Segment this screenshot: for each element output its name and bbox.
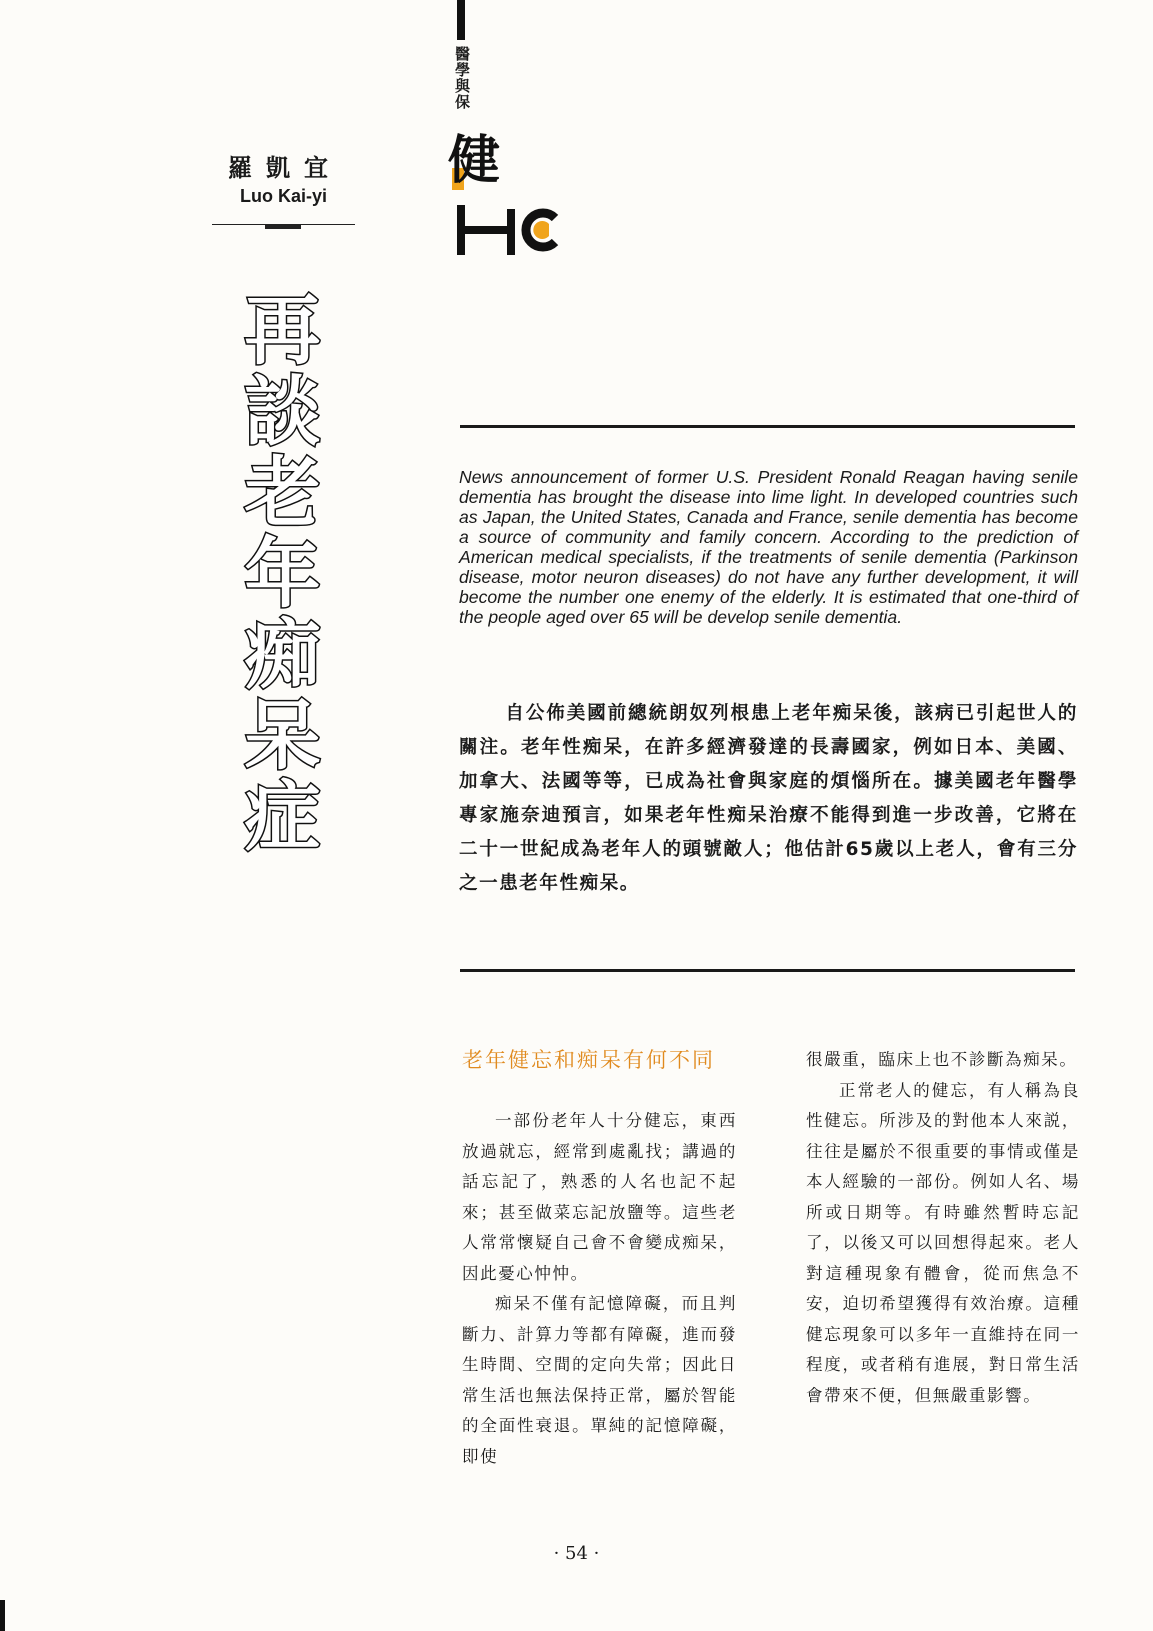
section-label: 醫學與保 (453, 46, 471, 110)
header-vertical-bar (457, 0, 465, 40)
abstract-bottom-rule (460, 969, 1075, 972)
body-paragraph-continuation: 很嚴重，臨床上也不診斷為痴呆。 (806, 1050, 1078, 1069)
body-paragraph: 正常老人的健忘，有人稱為良性健忘。所涉及的對他本人來説，往往是屬於不很重要的事情或僅是本人經驗的一部份。例如人名、場所或日期等。有時雖然暫時忘記了，以後又可以回想得起來。老人對這種現象有體會，從而焦急不安，迫切希望獲得有效治療。這種健忘現象可以多年一直維持在同一程度，或者稍有進展，對日常生活會帶來不便，但無嚴重影響。 (806, 1080, 1080, 1405)
abstract-chinese-text: 自公佈美國前總統朗奴列根患上老年痴呆後，該病已引起世人的關注。老年性痴呆，在許多經濟發達的長壽國家，例如日本、美國、加拿大、法國等等，已成為社會與家庭的煩惱所在。據美國老年醫學專家施奈迪預言，如果老年性痴呆治療不能得到進一步改善，它將在二十一世紀成為老年人的頭號敵人；他估計65歲以上老人，會有三分之一患老年性痴呆。 (459, 703, 1078, 894)
body-paragraph: 痴呆不僅有記憶障礙，而且判斷力、計算力等都有障礙，進而發生時間、空間的定向失常；因此日常生活也無法保持正常，屬於智能的全面性衰退。單純的記憶障礙，即使 (462, 1294, 737, 1466)
corner-crop-mark (0, 1600, 5, 1631)
author-name-cn: 羅凱宜 (228, 153, 342, 182)
author-name-en: Luo Kai-yi (240, 186, 328, 206)
author-divider-accent (265, 224, 301, 229)
body-paragraph: 一部份老年人十分健忘，東西放過就忘，經常到處亂找；講過的話忘記了，熟悉的人名也記不起來；甚至做菜忘記放鹽等。這些老人常常懷疑自己會不會變成痴呆，因此憂心忡忡。 (462, 1111, 737, 1283)
abstract-top-rule (460, 425, 1075, 428)
page-number: · 54 · (553, 1543, 600, 1564)
body-column-left (462, 1106, 737, 1472)
section-char: 健 (448, 131, 501, 191)
hc-logo-icon (457, 205, 577, 255)
abstract-chinese (459, 697, 1078, 901)
section-subhead: 老年健忘和痴呆有何不同 (462, 1048, 715, 1072)
body-column-right (806, 1045, 1080, 1411)
article-title: 再談老年痴呆症 (232, 290, 321, 857)
abstract-english: News announcement of former U.S. President Ronald Reagan having senile dementia has brought the disease into lime light. In developed countries such as Japan, the United States, Canada and France, senile dementia has become a source of community and family concern. According to the prediction of American medical specialists, if the treatments of senile dementia (Parkinson disease, motor neuron diseases) do not have any further development, it will become the number one enemy of the elderly. It is estimated that one-third of the people aged over 65 will be develop senile dementia. (459, 467, 1078, 627)
